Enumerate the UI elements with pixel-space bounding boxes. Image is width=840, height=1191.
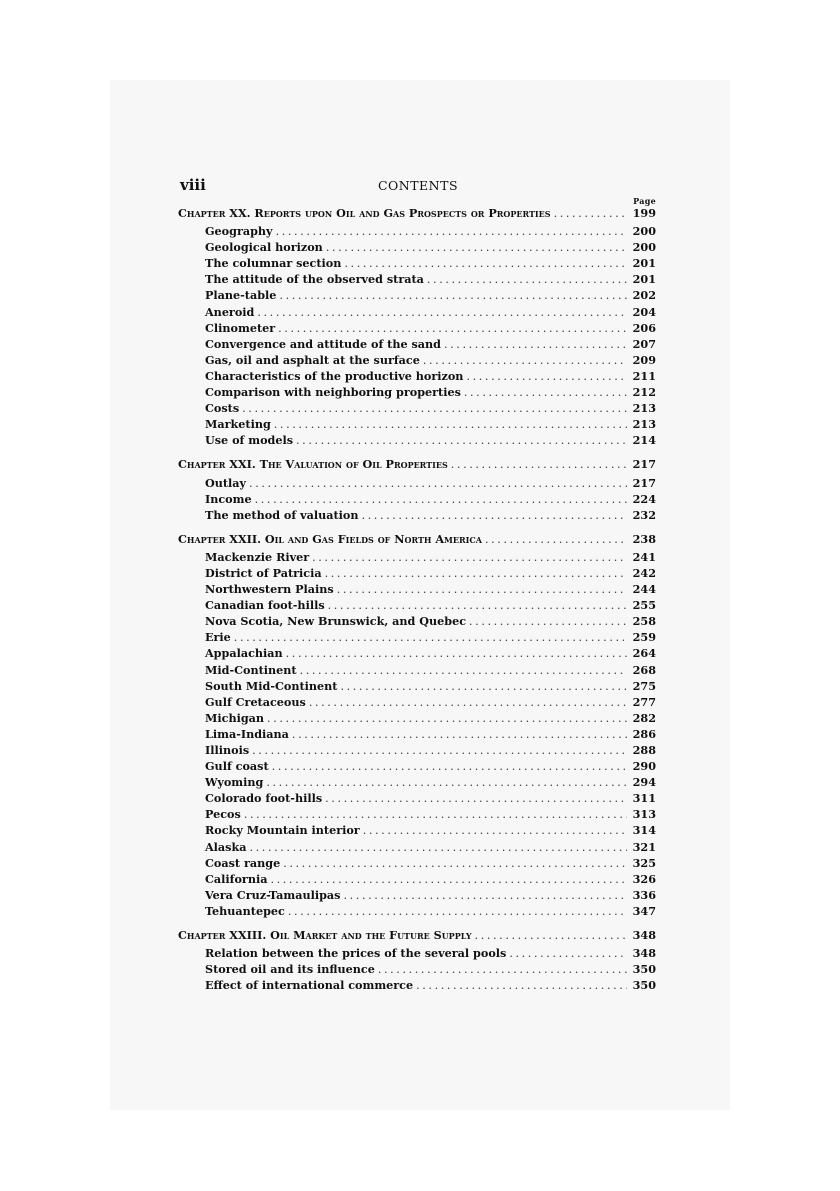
chapter-entry bbox=[178, 206, 656, 222]
section-entry bbox=[178, 962, 656, 978]
section-title: Gas, oil and asphalt at the surface bbox=[205, 352, 420, 367]
section-title: Geological horizon bbox=[205, 240, 323, 255]
section-title: Rocky Mountain interior bbox=[205, 823, 360, 838]
section-entry bbox=[178, 630, 656, 646]
chapter-title: Chapter XXI. The Valuation of Oil Properties bbox=[178, 457, 448, 472]
dot-leader bbox=[242, 402, 627, 415]
section-entry bbox=[178, 711, 656, 727]
section-entry bbox=[178, 272, 656, 288]
section-title: Comparison with neighboring properties bbox=[205, 385, 461, 400]
dot-leader bbox=[340, 680, 627, 693]
section-title: Effect of international commerce bbox=[205, 978, 414, 993]
section-page-number: 275 bbox=[632, 678, 656, 693]
section-entry bbox=[178, 679, 656, 695]
section-entry bbox=[178, 872, 656, 888]
section-page-number: 268 bbox=[632, 662, 656, 677]
section-entry bbox=[178, 385, 656, 401]
section-page-number: 336 bbox=[632, 887, 656, 902]
chapter-block bbox=[178, 206, 656, 449]
section-page-number: 286 bbox=[632, 726, 656, 741]
chapter-entry bbox=[178, 928, 656, 944]
dot-leader bbox=[266, 776, 627, 789]
section-entry bbox=[178, 888, 656, 904]
section-entry bbox=[178, 582, 656, 598]
dot-leader bbox=[252, 744, 627, 757]
page-column-label: Page bbox=[633, 196, 656, 206]
section-entry bbox=[178, 256, 656, 272]
section-entry bbox=[178, 904, 656, 920]
section-entry bbox=[178, 598, 656, 614]
dot-leader bbox=[343, 889, 627, 902]
dot-leader bbox=[267, 712, 627, 725]
dot-leader bbox=[485, 533, 627, 546]
section-page-number: 258 bbox=[632, 614, 656, 629]
section-page-number: 206 bbox=[632, 320, 656, 335]
section-entry bbox=[178, 433, 656, 449]
section-entry bbox=[178, 978, 656, 994]
chapter-entry bbox=[178, 457, 656, 473]
section-page-number: 201 bbox=[632, 272, 656, 287]
section-page-number: 232 bbox=[632, 507, 656, 522]
section-title: Lima-Indiana bbox=[205, 726, 289, 741]
dot-leader bbox=[444, 338, 627, 351]
section-page-number: 313 bbox=[632, 807, 656, 822]
section-entry bbox=[178, 508, 656, 524]
chapter-block bbox=[178, 928, 656, 994]
dot-leader bbox=[361, 509, 627, 522]
section-entry bbox=[178, 743, 656, 759]
dot-leader bbox=[466, 370, 627, 383]
dot-leader bbox=[464, 386, 627, 399]
section-entry bbox=[178, 492, 656, 508]
dot-leader bbox=[326, 241, 627, 254]
section-title: Wyoming bbox=[205, 775, 264, 790]
section-page-number: 325 bbox=[632, 855, 656, 870]
section-page-number: 348 bbox=[632, 946, 656, 961]
dot-leader bbox=[278, 322, 627, 335]
section-page-number: 244 bbox=[632, 582, 656, 597]
section-page-number: 241 bbox=[632, 549, 656, 564]
section-page-number: 204 bbox=[632, 304, 656, 319]
dot-leader bbox=[255, 493, 627, 506]
dot-leader bbox=[416, 979, 627, 992]
section-entry bbox=[178, 476, 656, 492]
dot-leader bbox=[283, 857, 627, 870]
dot-leader bbox=[272, 760, 627, 773]
section-title: Tehuantepec bbox=[205, 903, 285, 918]
section-title: California bbox=[205, 871, 268, 886]
dot-leader bbox=[276, 225, 627, 238]
section-page-number: 255 bbox=[632, 598, 656, 613]
dot-leader bbox=[554, 207, 627, 220]
section-title: Gulf Cretaceous bbox=[205, 694, 306, 709]
section-title: Relation between the prices of the several pools bbox=[205, 946, 507, 961]
chapter-block bbox=[178, 457, 656, 523]
dot-leader bbox=[257, 306, 627, 319]
chapter-entry bbox=[178, 532, 656, 548]
section-page-number: 294 bbox=[632, 775, 656, 790]
dot-leader bbox=[363, 824, 627, 837]
dot-leader bbox=[344, 257, 627, 270]
section-page-number: 311 bbox=[632, 791, 656, 806]
section-page-number: 224 bbox=[632, 491, 656, 506]
section-page-number: 211 bbox=[632, 368, 656, 383]
section-entry bbox=[178, 823, 656, 839]
section-entry bbox=[178, 369, 656, 385]
section-page-number: 347 bbox=[632, 903, 656, 918]
section-title: Plane-table bbox=[205, 288, 277, 303]
section-page-number: 242 bbox=[632, 565, 656, 580]
section-title: Use of models bbox=[205, 433, 294, 448]
section-title: Coast range bbox=[205, 855, 281, 870]
dot-leader bbox=[288, 905, 627, 918]
section-title: Northwestern Plains bbox=[205, 582, 334, 597]
dot-leader bbox=[292, 728, 627, 741]
section-title: Vera Cruz-Tamaulipas bbox=[205, 887, 341, 902]
chapter-title: Chapter XXIII. Oil Market and the Future Supply bbox=[178, 928, 472, 943]
dot-leader bbox=[427, 273, 627, 286]
section-title: Nova Scotia, New Brunswick, and Quebec bbox=[205, 614, 467, 629]
page-header bbox=[180, 176, 656, 194]
table-of-contents bbox=[178, 206, 656, 1002]
section-title: Appalachian bbox=[205, 646, 283, 661]
section-title: Income bbox=[205, 491, 252, 506]
section-page-number: 214 bbox=[632, 433, 656, 448]
section-page-number: 207 bbox=[632, 336, 656, 351]
section-entry bbox=[178, 695, 656, 711]
section-page-number: 200 bbox=[632, 224, 656, 239]
dot-leader bbox=[309, 696, 627, 709]
section-entry bbox=[178, 337, 656, 353]
section-page-number: 314 bbox=[632, 823, 656, 838]
section-entry bbox=[178, 550, 656, 566]
section-page-number: 321 bbox=[632, 839, 656, 854]
chapter-block bbox=[178, 532, 656, 920]
dot-leader bbox=[279, 289, 627, 302]
dot-leader bbox=[337, 583, 627, 596]
section-entry bbox=[178, 946, 656, 962]
chapter-page-number: 238 bbox=[632, 531, 656, 546]
section-entry bbox=[178, 566, 656, 582]
dot-leader bbox=[234, 631, 627, 644]
section-page-number: 212 bbox=[632, 385, 656, 400]
chapter-title: Chapter XXII. Oil and Gas Fields of North America bbox=[178, 531, 482, 546]
section-page-number: 326 bbox=[632, 871, 656, 886]
section-page-number: 200 bbox=[632, 240, 656, 255]
dot-leader bbox=[328, 599, 627, 612]
section-entry bbox=[178, 353, 656, 369]
section-title: Characteristics of the productive horizon bbox=[205, 368, 464, 383]
section-title: The method of valuation bbox=[205, 507, 359, 522]
dot-leader bbox=[475, 929, 627, 942]
section-title: Colorado foot-hills bbox=[205, 791, 323, 806]
section-title: The attitude of the observed strata bbox=[205, 272, 424, 287]
section-page-number: 282 bbox=[632, 710, 656, 725]
dot-leader bbox=[312, 551, 627, 564]
section-title: Illinois bbox=[205, 743, 250, 757]
running-title: CONTENTS bbox=[377, 178, 459, 193]
section-title: District of Patricia bbox=[205, 565, 322, 580]
section-title: Mid-Continent bbox=[205, 662, 297, 677]
dot-leader bbox=[270, 873, 627, 886]
section-page-number: 213 bbox=[632, 401, 656, 416]
section-entry bbox=[178, 807, 656, 823]
section-entry bbox=[178, 417, 656, 433]
dot-leader bbox=[423, 354, 627, 367]
section-title: Stored oil and its influence bbox=[205, 962, 375, 977]
section-entry bbox=[178, 288, 656, 304]
section-entry bbox=[178, 759, 656, 775]
section-entry bbox=[178, 727, 656, 743]
section-title: The columnar section bbox=[205, 256, 342, 271]
dot-leader bbox=[509, 947, 627, 960]
chapter-page-number: 348 bbox=[632, 928, 656, 943]
section-entry bbox=[178, 663, 656, 679]
section-title: Geography bbox=[205, 224, 273, 239]
section-title: South Mid-Continent bbox=[205, 678, 338, 693]
section-title: Gulf coast bbox=[205, 759, 269, 774]
chapter-page-number: 217 bbox=[632, 457, 656, 472]
dot-leader bbox=[451, 458, 627, 471]
chapter-title: Chapter XX. Reports upon Oil and Gas Prospects or Properties bbox=[178, 206, 551, 220]
section-page-number: 277 bbox=[632, 694, 656, 709]
section-entry bbox=[178, 840, 656, 856]
section-title: Convergence and attitude of the sand bbox=[205, 336, 441, 351]
section-entry bbox=[178, 401, 656, 417]
dot-leader bbox=[325, 792, 627, 805]
section-page-number: 202 bbox=[632, 288, 656, 303]
section-entry bbox=[178, 775, 656, 791]
section-title: Canadian foot-hills bbox=[205, 598, 325, 613]
section-entry bbox=[178, 646, 656, 662]
section-title: Michigan bbox=[205, 710, 265, 725]
section-page-number: 350 bbox=[632, 978, 656, 993]
section-page-number: 259 bbox=[632, 630, 656, 645]
section-page-number: 213 bbox=[632, 417, 656, 432]
dot-leader bbox=[325, 567, 627, 580]
page-folio: viii bbox=[180, 176, 206, 194]
dot-leader bbox=[469, 615, 627, 628]
section-page-number: 264 bbox=[632, 646, 656, 661]
section-title: Costs bbox=[205, 401, 240, 416]
section-entry bbox=[178, 791, 656, 807]
chapter-page-number: 199 bbox=[632, 206, 656, 220]
dot-leader bbox=[244, 808, 627, 821]
section-page-number: 217 bbox=[632, 475, 656, 490]
dot-leader bbox=[378, 963, 627, 976]
section-page-number: 290 bbox=[632, 759, 656, 774]
section-entry bbox=[178, 305, 656, 321]
section-title: Alaska bbox=[205, 839, 247, 854]
dot-leader bbox=[249, 841, 627, 854]
section-title: Aneroid bbox=[205, 304, 255, 319]
section-page-number: 350 bbox=[632, 962, 656, 977]
section-entry bbox=[178, 856, 656, 872]
section-page-number: 288 bbox=[632, 743, 656, 757]
section-title: Erie bbox=[205, 630, 231, 645]
dot-leader bbox=[274, 418, 627, 431]
section-page-number: 201 bbox=[632, 256, 656, 271]
dot-leader bbox=[286, 647, 627, 660]
section-title: Clinometer bbox=[205, 320, 276, 335]
section-page-number: 209 bbox=[632, 352, 656, 367]
section-entry bbox=[178, 224, 656, 240]
section-entry bbox=[178, 321, 656, 337]
dot-leader bbox=[249, 477, 627, 490]
section-title: Mackenzie River bbox=[205, 549, 310, 564]
section-title: Pecos bbox=[205, 807, 241, 822]
dot-leader bbox=[296, 434, 627, 447]
section-title: Marketing bbox=[205, 417, 271, 432]
dot-leader bbox=[300, 664, 627, 677]
section-entry bbox=[178, 240, 656, 256]
section-title: Outlay bbox=[205, 475, 247, 490]
section-entry bbox=[178, 614, 656, 630]
